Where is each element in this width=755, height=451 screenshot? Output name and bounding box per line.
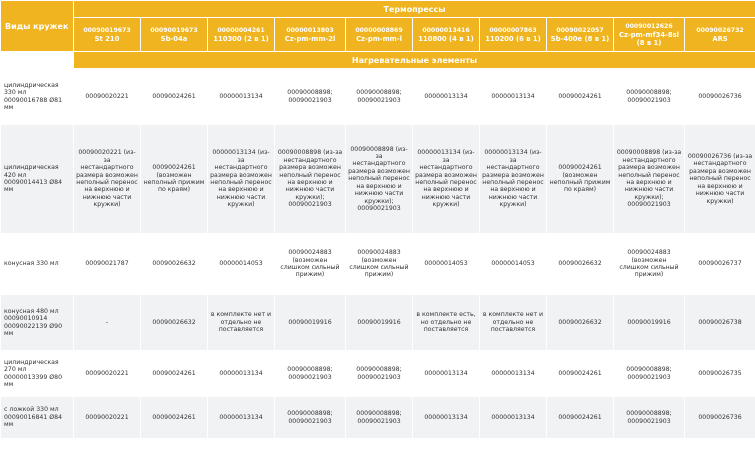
heating-element-cell: 00090008898; 00090021903 (275, 351, 345, 396)
heating-element-cell: 00090026736 (685, 69, 755, 124)
press-name: 110300 (2 в 1) (213, 34, 269, 43)
press-name: Cz-pm-mf34-8sl (8 в 1) (619, 30, 679, 47)
heating-element-cell: 00090024261 (141, 351, 207, 396)
heating-element-cell: 00000013134 (413, 397, 479, 438)
heating-element-cell: в комплекте нет и отдельно не поставляется (208, 295, 274, 350)
table-row (1, 125, 755, 233)
mug-type-label: конусная 330 мл (1, 234, 73, 294)
press-header-row (1, 18, 755, 51)
heating-element-cell: 00090026735 (685, 351, 755, 396)
heating-element-cell: 00090008898 (из-за нестандартного размера возможен неполный перенос на верхнюю и нижнюю части кружки); 00090021903 (346, 125, 412, 233)
press-code: 00000013803 (286, 26, 334, 34)
heating-elements-header: Нагревательные элементы (74, 52, 755, 68)
mug-types-header: Виды кружек (1, 1, 73, 51)
heating-element-cell: 00000013134 (из-за нестандартного размера возможен неполный перенос на верхнюю и нижнюю части кружки) (480, 125, 546, 233)
press-header-6 (413, 18, 479, 51)
heating-element-cell: 00000013134 (480, 397, 546, 438)
heating-element-cell: 00090026632 (141, 234, 207, 294)
mug-type-label: с ложкой 330 мл 00090016841 Ø84 мм (1, 397, 73, 438)
heating-element-cell: 00090026632 (141, 295, 207, 350)
table-row (1, 397, 755, 438)
mug-type-label: конусная 480 мл 00090010914 00090022139 Ø90 мм (1, 295, 73, 350)
press-name: Cz-pm-mm-l (356, 34, 402, 43)
heating-element-cell: 00090008898; 00090021903 (275, 69, 345, 124)
heating-element-cell: 00090019916 (275, 295, 345, 350)
press-name: Sb-04a (160, 34, 188, 43)
heating-element-cell: 00090008898; 00090021903 (275, 397, 345, 438)
heating-element-cell: в комплекте есть, но отдельно не поставляется (413, 295, 479, 350)
heating-element-cell: 00090024261 (возможен неполный прижим по краям) (141, 125, 207, 233)
heating-element-cell: 00090024883 (возможен слишком сильный прижим) (346, 234, 412, 294)
heating-element-cell: 00090008898; 00090021903 (614, 351, 684, 396)
heating-element-cell: 00000014053 (208, 234, 274, 294)
heating-element-cell: 00090024883 (возможен слишком сильный прижим) (614, 234, 684, 294)
heating-element-cell: 00090008898; 00090021903 (346, 69, 412, 124)
press-header-2 (141, 18, 207, 51)
press-code: 00090019673 (150, 26, 198, 34)
press-header-10 (685, 18, 755, 51)
press-name: Sb-400e (8 в 1) (550, 34, 610, 43)
press-code: 00000004261 (217, 26, 265, 34)
press-code: 00090012626 (625, 22, 673, 30)
heating-element-cell: 00090008898 (из-за нестандартного размера возможен неполный перенос на верхнюю и нижнюю части кружки); 00090021903 (614, 125, 684, 233)
press-header-4 (275, 18, 345, 51)
heating-element-cell: 00090024261 (547, 69, 613, 124)
heating-element-cell: 00000013134 (413, 351, 479, 396)
heating-element-cell: 00090008898; 00090021903 (346, 397, 412, 438)
heating-element-cell: 00000013134 (208, 397, 274, 438)
press-name: 110200 (6 в 1) (485, 34, 541, 43)
press-name: 110800 (4 в 1) (418, 34, 474, 43)
heating-element-cell: 00090026736 (685, 397, 755, 438)
heating-element-cell: 00090026736 (из-за нестандартного размера возможен неполный перенос на верхнюю и нижнюю части кружки) (685, 125, 755, 233)
heating-element-cell: 00090020221 (из-за нестандартного размера возможен неполный перенос на верхнюю и нижнюю части кружки) (74, 125, 140, 233)
heating-element-cell: 00090020221 (74, 397, 140, 438)
heating-element-cell: 00090008898; 00090021903 (346, 351, 412, 396)
heating-element-cell: в комплекте нет и отдельно не поставляется (480, 295, 546, 350)
heating-element-cell: 00000013134 (413, 69, 479, 124)
heating-element-cell: 00000013134 (из-за нестандартного размера возможен неполный перенос на верхнюю и нижнюю части кружки) (208, 125, 274, 233)
press-code: 00000007863 (489, 26, 537, 34)
table-row (1, 351, 755, 396)
heating-element-cell: 00000013134 (208, 351, 274, 396)
heating-element-cell: 00090024261 (547, 351, 613, 396)
press-header-7 (480, 18, 546, 51)
press-code: 00090019673 (83, 26, 131, 34)
heating-element-cell: 00090024261 (547, 397, 613, 438)
press-header-5 (346, 18, 412, 51)
heating-element-cell: 00090008898; 00090021903 (614, 397, 684, 438)
heating-element-cell: - (74, 295, 140, 350)
press-code: 00090022057 (556, 26, 604, 34)
press-name: Cz-pm-mm-2l (284, 34, 336, 43)
heating-element-cell: 00090026632 (547, 234, 613, 294)
heating-element-cell: 00090019916 (346, 295, 412, 350)
heating-element-cell: 00000013134 (из-за нестандартного размера возможен неполный перенос на верхнюю и нижнюю части кружки) (413, 125, 479, 233)
table-row (1, 69, 755, 124)
heating-element-cell: 00090024261 (возможен неполный прижим по краям) (547, 125, 613, 233)
press-header-3 (208, 18, 274, 51)
table-row (1, 234, 755, 294)
press-code: 00000013416 (422, 26, 470, 34)
heating-element-cell: 00090008898 (из-за нестандартного размера возможен неполный перенос на верхнюю и нижнюю части кружки); 00090021903 (275, 125, 345, 233)
table-row (1, 295, 755, 350)
spacer-cell (1, 52, 73, 68)
heating-element-cell: 00090024261 (141, 69, 207, 124)
heating-element-cell: 00000013134 (480, 351, 546, 396)
heating-element-cell: 00090020221 (74, 69, 140, 124)
press-code: 00000008869 (355, 26, 403, 34)
heating-element-cell: 00000014053 (413, 234, 479, 294)
mug-type-label: цилиндрическая 330 мл 00090016788 Ø81 мм (1, 69, 73, 124)
heating-element-cell: 00090024883 (возможен слишком сильный прижим) (275, 234, 345, 294)
mug-type-label: цилиндрическая 420 мл 00090014413 Ø84 мм (1, 125, 73, 233)
heating-element-cell: 00090019916 (614, 295, 684, 350)
press-header-8 (547, 18, 613, 51)
mug-type-label: цилиндрическая 270 мл 00000013399 Ø80 мм (1, 351, 73, 396)
heating-element-cell: 00090008898; 00090021903 (614, 69, 684, 124)
press-name: St 210 (94, 34, 120, 43)
heating-element-cell: 00090026737 (685, 234, 755, 294)
press-code: 00090026732 (696, 26, 744, 34)
press-header-9 (614, 18, 684, 51)
heating-element-cell: 00000013134 (208, 69, 274, 124)
heating-element-cell: 00090026738 (685, 295, 755, 350)
presses-header: Термопрессы (74, 1, 755, 17)
heating-element-cell: 00090026632 (547, 295, 613, 350)
press-header-1 (74, 18, 140, 51)
heating-element-cell: 00090020221 (74, 351, 140, 396)
press-name: ARS (712, 34, 728, 43)
heating-element-cell: 00000013134 (480, 69, 546, 124)
heating-element-cell: 00000014053 (480, 234, 546, 294)
heating-element-cell: 00090021787 (74, 234, 140, 294)
heating-element-cell: 00090024261 (141, 397, 207, 438)
